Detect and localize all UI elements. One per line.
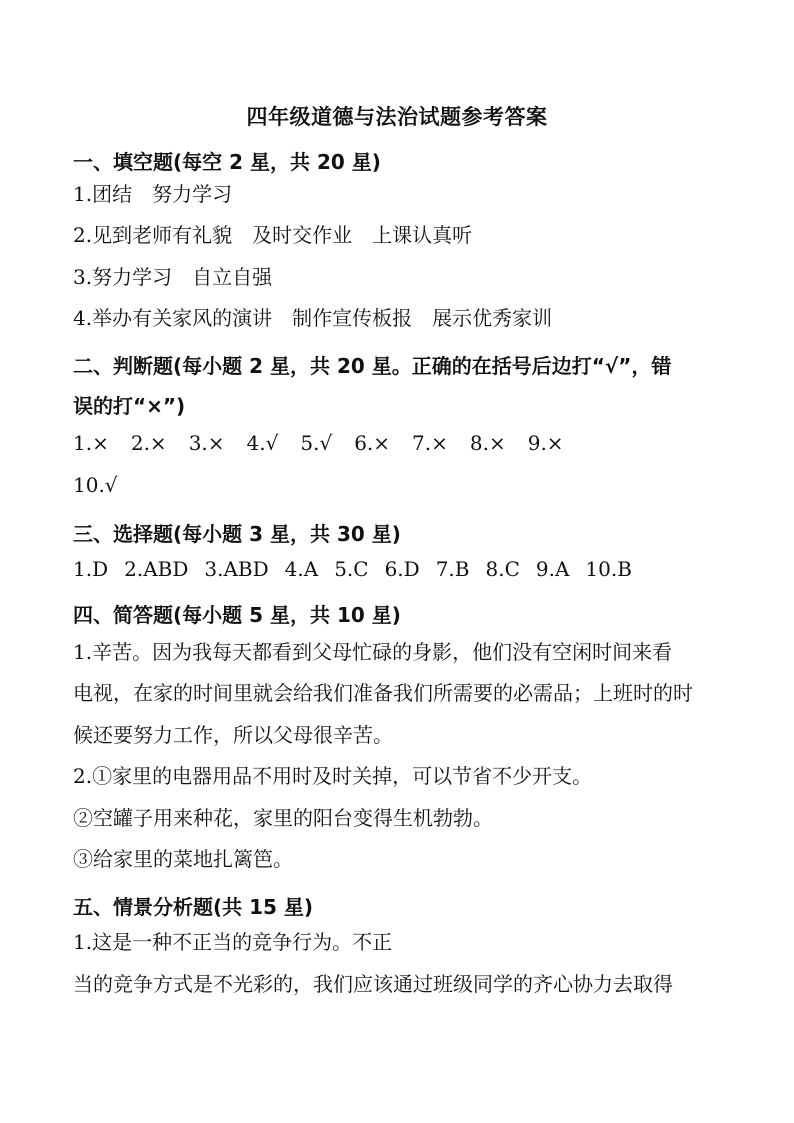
judgment-answer: 1.× xyxy=(73,431,109,455)
section-4-line-1: 1.辛苦。因为我每天都看到父母忙碌的身影，他们没有空闲时间来看 xyxy=(73,640,673,664)
section-4-line-6: ③给家里的菜地扎篱笆。 xyxy=(73,847,293,871)
choice-answer: 6.D xyxy=(384,557,420,581)
section-1-line-3: 3.努力学习 自立自强 xyxy=(73,265,273,289)
judgment-answer: 6.× xyxy=(354,431,391,455)
section-3-answers xyxy=(73,552,733,586)
section-4-heading: 四、简答题(每小题 5 星，共 10 星) xyxy=(73,603,401,627)
section-4-line-4: 2.①家里的电器用品不用时及时关掉，可以节省不少开支。 xyxy=(73,764,593,788)
section-5-line-1: 1.这是一种不正当的竞争行为。不正 xyxy=(73,930,393,954)
choice-answer: 5.C xyxy=(334,557,369,581)
section-1-line-4: 4.举办有关家风的演讲 制作宣传板报 展示优秀家训 xyxy=(73,306,553,330)
choice-answer: 8.C xyxy=(485,557,520,581)
choice-answer: 10.B xyxy=(585,557,632,581)
judgment-answer: 7.× xyxy=(412,431,448,455)
section-5-heading: 五、情景分析题(共 15 星) xyxy=(73,895,314,919)
section-1-line-1: 1.团结 努力学习 xyxy=(73,182,233,206)
section-2-heading-line-2: 误的打“×”) xyxy=(73,394,186,418)
choice-answer: 3.ABD xyxy=(204,557,269,581)
section-4-line-5: ②空罐子用来种花，家里的阳台变得生机勃勃。 xyxy=(73,806,493,830)
judgment-answer: 2.× xyxy=(130,431,167,455)
choice-answer: 7.B xyxy=(435,557,470,581)
judgment-answer: 10.√ xyxy=(73,473,118,497)
section-4-line-2: 电视，在家的时间里就会给我们准备我们所需要的必需品；上班时的时 xyxy=(73,681,693,705)
judgment-answer: 9.× xyxy=(527,431,564,455)
choice-answer: 2.ABD xyxy=(124,557,189,581)
section-5-line-2: 当的竞争方式是不光彩的，我们应该通过班级同学的齐心协力去取得 xyxy=(73,972,673,996)
judgment-answer: 3.× xyxy=(188,431,225,455)
page-title: 四年级道德与法治试题参考答案 xyxy=(246,105,548,129)
judgment-answer: 8.× xyxy=(469,431,506,455)
section-2-heading-line-1: 二、判断题(每小题 2 星，共 20 星。正确的在括号后边打“√”，错 xyxy=(73,354,672,378)
section-2-answers-row-2 xyxy=(73,468,733,502)
choice-answer: 1.D xyxy=(73,557,109,581)
section-3-heading: 三、选择题(每小题 3 星，共 30 星) xyxy=(73,522,401,546)
section-4-line-3: 候还要努力工作，所以父母很辛苦。 xyxy=(73,723,393,747)
section-1-heading: 一、填空题(每空 2 星，共 20 星) xyxy=(73,150,381,174)
judgment-answer: 5.√ xyxy=(300,431,333,455)
judgment-answer: 4.√ xyxy=(246,431,279,455)
choice-answer: 9.A xyxy=(535,557,570,581)
section-1-line-2: 2.见到老师有礼貌 及时交作业 上课认真听 xyxy=(73,223,473,247)
section-2-answers-row-1 xyxy=(73,426,733,460)
choice-answer: 4.A xyxy=(284,557,319,581)
